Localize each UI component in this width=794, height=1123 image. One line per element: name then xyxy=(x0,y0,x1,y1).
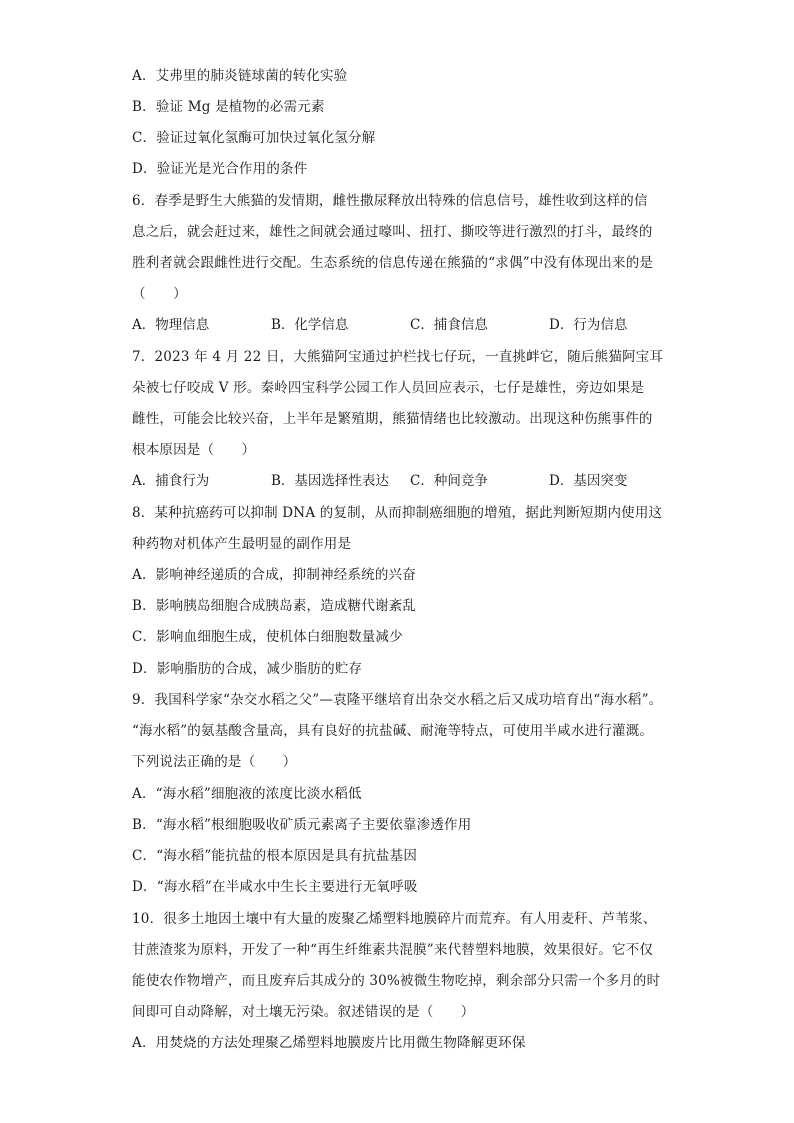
q9-stem-line-1: 9．我国科学家“杂交水稻之父”—袁隆平继培育出杂交水稻之后又成功培育出“海水稻”。 xyxy=(132,692,663,708)
q10-stem-line-3: 能使农作物增产，而且废弃后其成分的 30%被微生物吃掉，剩余部分只需一个多月的时 xyxy=(132,973,661,989)
q5-option-a: A．艾弗里的肺炎链球菌的转化实验 xyxy=(132,68,348,84)
q9-option-b: B．“海水稻”根细胞吸收矿质元素离子主要依靠渗透作用 xyxy=(132,817,472,833)
q5-option-d: D．验证光是光合作用的条件 xyxy=(132,161,308,177)
q6-stem-line-2: 息之后，就会赶过来，雄性之间就会通过嚎叫、扭打、撕咬等进行激烈的打斗，最终的 xyxy=(132,224,653,240)
q10-option-a: A．用焚烧的方法处理聚乙烯塑料地膜废片比用微生物降解更环保 xyxy=(132,1035,526,1051)
q7-stem-line-1: 7．2023 年 4 月 22 日，大熊猫阿宝通过护栏找七仔玩，一直挑衅它，随后熊猫阿宝耳 xyxy=(132,349,664,365)
q7-option-c: C．种间竞争 xyxy=(410,473,488,489)
q6-option-a: A．物理信息 xyxy=(132,317,210,333)
q8-option-b: B．影响胰岛细胞合成胰岛素，造成糖代谢紊乱 xyxy=(132,598,417,614)
q8-stem-line-1: 8．某种抗癌药可以抑制 DNA 的复制，从而抑制癌细胞的增殖，据此判断短期内使用这 xyxy=(132,505,663,521)
q5-option-b: B．验证 Mg 是植物的必需元素 xyxy=(132,99,325,115)
q6-stem-line-3: 胜利者就会跟雌性进行交配。生态系统的信息传递在熊猫的“求偶”中没有体现出来的是 xyxy=(132,255,654,271)
q10-stem-line-2: 甘蔗渣浆为原料，开发了一种“再生纤维素共混膜”来代替塑料地膜，效果很好。它不仅 xyxy=(132,942,654,958)
q7-option-a: A．捕食行为 xyxy=(132,473,210,489)
q6-option-d: D．行为信息 xyxy=(549,317,628,333)
q7-options-row xyxy=(132,471,627,491)
q8-option-c: C．影响血细胞生成，使机体白细胞数量减少 xyxy=(132,629,403,645)
q5-option-c: C．验证过氧化氢酶可加快过氧化氢分解 xyxy=(132,130,376,146)
q9-stem-line-3: 下列说法正确的是（ ） xyxy=(132,754,297,770)
q9-stem-line-2: “海水稻”的氨基酸含量高，具有良好的抗盐碱、耐淹等特点，可使用半咸水进行灌溉。 xyxy=(132,723,654,739)
q6-option-c: C．捕食信息 xyxy=(410,317,488,333)
q9-option-c: C．“海水稻”能抗盐的根本原因是具有抗盐基因 xyxy=(132,848,418,864)
q8-option-d: D．影响脂肪的合成，减少脂肪的贮存 xyxy=(132,661,363,677)
q8-stem-line-2: 种药物对机体产生最明显的副作用是 xyxy=(132,536,352,552)
q7-stem-line-3: 雌性，可能会比较兴奋，上半年是繁殖期，熊猫情绪也比较激动。出现这种伤熊事件的 xyxy=(132,411,653,427)
q7-option-d: D．基因突变 xyxy=(549,473,628,489)
q10-stem-line-4: 间即可自动降解，对土壤无污染。叙述错误的是（ ） xyxy=(132,1004,475,1020)
q7-option-b: B．基因选择性表达 xyxy=(271,473,389,489)
q7-stem-line-2: 朵被七仔咬成 V 形。秦岭四宝科学公园工作人员回应表示，七仔是雄性，旁边如果是 xyxy=(132,380,645,396)
q6-stem-line-1: 6．春季是野生大熊猫的发情期，雌性撒尿释放出特殊的信息信号，雄性收到这样的信 xyxy=(132,193,648,209)
q8-option-a: A．影响神经递质的合成，抑制神经系统的兴奋 xyxy=(132,567,416,583)
q6-options-row xyxy=(132,315,627,335)
q10-stem-line-1: 10．很多土地因土壤中有大量的废聚乙烯塑料地膜碎片而荒弃。有人用麦秆、芦苇浆、 xyxy=(132,911,657,927)
q7-stem-line-4: 根本原因是（ ） xyxy=(132,442,256,458)
q6-option-b: B．化学信息 xyxy=(271,317,349,333)
q9-option-d: D．“海水稻”在半咸水中生长主要进行无氧呼吸 xyxy=(132,879,418,895)
q6-stem-line-4: （ ） xyxy=(132,286,187,302)
q9-option-a: A．“海水稻”细胞液的浓度比淡水稻低 xyxy=(132,786,362,802)
